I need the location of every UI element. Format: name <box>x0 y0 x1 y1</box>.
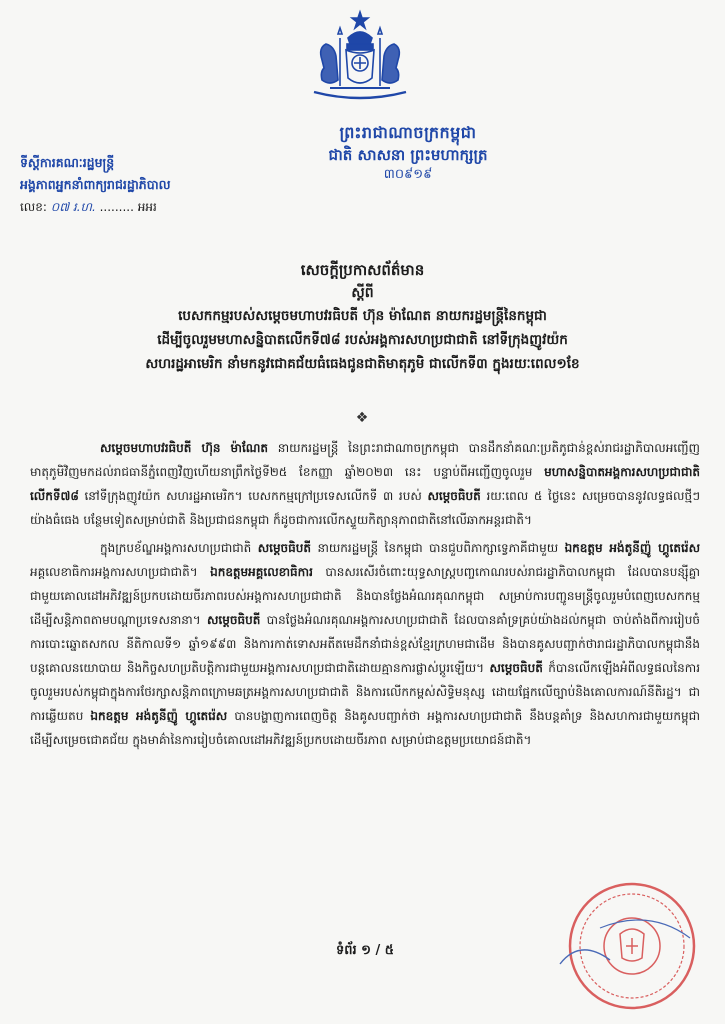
bold-text: សម្តេចមហាបវរធិបតី ហ៊ុន ម៉ាណែត <box>100 441 269 455</box>
kingdom-name: ព្រះរាជាណាចក្រកម្ពុជា <box>339 123 477 142</box>
office-header <box>20 152 260 218</box>
text-run: បានបង្ហាញការពេញចិត្ត និងគូសបញ្ជាក់ថា អង្គការសហប្រជាជាតិ នឹងបន្តគាំទ្រ និងសហការជាមួយកម្ពុជា ដើម្បីសម្រេចជោគជ័យ ក្នុងមាគ៌ានៃការរៀបចំគោលដៅអភិវឌ្ឍន៍ប្រកបដោយចីរភាព សម្រាប់ជាឧត្តមប្រយោជន៍ជាតិ។ <box>30 709 700 747</box>
text-run: នៅទីក្រុងញូវយ៉ក សហរដ្ឋអាមេរិក។ បេសកកម្មក្រៅប្រទេសលើកទី ៣ របស់ <box>78 489 428 503</box>
text-run: បានថ្លែងអំណរគុណអង្គការសហប្រជាជាតិ ដែលបានគាំទ្រគ្រប់យ៉ាងដល់កម្ពុជា ចាប់តាំងពីការរៀបចំការបោះឆ្នោតសកល នីតិកាលទី១ ឆ្នាំ១៩៩៣ និងការកាត់ទោសអតីតមេដឹកនាំជាន់ខ្ពស់ខ្មែរក្រហមជាដើម និងបានគូសបញ្ជាក់ថារាជរដ្ឋាភិបាលកម្ពុជានឹងបន្តគោលនយោបាយ និងកិច្ចសហប្រតិបត្តិការជាមួយអង្គការសហប្រជាជាតិដោយគ្មានការផ្លាស់ប្តូរឡើយ។ <box>30 613 700 675</box>
text-run: នាយករដ្ឋមន្ត្រី នៃកម្ពុជា បានជួបពិភាក្សាទ្វេភាគីជាមួយ <box>311 541 565 555</box>
body-content <box>30 436 700 756</box>
text-run: ក្នុងក្របខ័ណ្ឌអង្គការសហប្រជាជាតិ <box>100 541 258 555</box>
national-motto: ជាតិ សាសនា ព្រះមហាក្សត្រ <box>328 146 488 164</box>
text-run: រយៈពេល ៥ ថ្ងៃនេះ សម្រេចបាននូវលទ្ធផលថ្មីៗយ៉ាងធំធេង បន្ថែមទៀតសម្រាប់ជាតិ និងប្រជាជនកម្ពុជា ក៏ដូចជាការលើកស្ទួយកិត្យានុភាពជាតិនៅលើឆាកអន្តរជាតិ។ <box>30 489 700 527</box>
bold-text: ឯកឧត្តមអគ្គលេខាធិការ <box>210 565 313 579</box>
subject-label: ស្តីពី <box>351 285 374 301</box>
text-run: នាយករដ្ឋមន្ត្រី នៃព្រះរាជាណាចក្រកម្ពុជា បានដឹកនាំគណៈប្រតិភូជាន់ខ្ពស់រាជរដ្ឋាភិបាលអញ្ជើញមាតុភូមិវិញមកដល់រាជធានីភ្នំពេញវិញហើយនាព្រឹកថ្ងៃទី២៥ ខែកញ្ញា ឆ្នាំ២០២៣ នេះ បន្ទាប់ពីអញ្ជើញចូលរួម <box>30 441 700 479</box>
bold-text: សម្តេចធិបតី <box>489 661 543 675</box>
bold-text: ឯកឧត្តម អង់តូនីញ៉ូ ហ្គូតេរ៉េស <box>90 709 228 723</box>
title-line-3: សហរដ្ឋអាមេរិក នាំមកនូវជោគជ័យធំធេងជូនជាតិមាតុភូមិ ជាលើកទី៣ ក្នុងរយៈពេល១ខែ <box>145 356 580 372</box>
title-line-2: ដើម្បីចូលរួមមហាសន្និបាតលើកទី៧៨ របស់អង្គការសហប្រជាជាតិ នៅទីក្រុងញូវយ៉ក <box>157 332 568 348</box>
divider-ornament-icon: ❖ <box>355 410 369 426</box>
reference-value: ០៧ រ.ហ. <box>50 200 96 214</box>
reference-label: លេខ: <box>20 200 47 214</box>
paragraph-1 <box>30 436 700 532</box>
document-type: សេចក្តីប្រកាសព័ត៌មាន <box>300 261 425 279</box>
bold-text: មហាសន្និបាតអង្គការសហប្រជាជាតិលើកទី៧៨ <box>30 465 700 503</box>
office-unit: អង្គភាពអ្នកនាំពាក្យរាជរដ្ឋាភិបាល <box>20 177 171 192</box>
text-run: បានសរសើរចំពោះយុទ្ធសាស្រ្តបញ្ចកោណរបស់រាជរដ្ឋាភិបាលកម្ពុជា ដែលបានបន្សុីគ្នាជាមួយគោលដៅអភិវឌ្ឍន៍ប្រកបដោយចីរភាពរបស់អង្គការសហប្រជាជាតិ និងបានថ្លែងអំណរគុណកម្ពុជា សម្រាប់ការបញ្ជូនមន្ត្រីចូលរួមបំពេញបេសកកម្មដើម្បីសន្តិភាពតាមបណ្តាប្រទេសនានា។ <box>30 565 701 627</box>
official-seal-stamp <box>540 868 700 1018</box>
bold-text: ឯកឧត្តម អង់តូនីញ៉ូ ហ្គូតេរ៉េស <box>564 541 700 555</box>
text-run: ក៏បានលើកឡើងអំពីលទ្ធផលនៃការចូលរួមរបស់កម្ពុជាក្នុងការថែរក្សាសន្តិភាពក្រោមឆត្រអង្គការសហប្រជាជាតិ និងការលើកកម្ពស់សិទ្ធិមនុស្ស ដោយផ្អែកលើច្បាប់និងគោលការណ៍នីតិរដ្ឋ។ ជាការឆ្លើយតប <box>30 661 701 723</box>
reference-number <box>20 196 260 218</box>
text-run: អគ្គលេខាធិការអង្គការសហប្រជាជាតិ។ <box>30 565 211 579</box>
office-name: ទីស្តីការគណៈរដ្ឋមន្ត្រី <box>20 155 115 170</box>
reference-suffix: ......... អអរ <box>99 200 157 214</box>
bold-text: សម្តេចធិបតី <box>257 541 312 555</box>
kingdom-header <box>258 122 558 184</box>
page-number: ទំព័រ ១ / ៥ <box>336 943 394 958</box>
bold-text: សម្តេចធិបតី <box>206 613 261 627</box>
bold-text: សម្តេចធិបតី <box>427 489 481 503</box>
paragraph-2 <box>30 536 700 752</box>
royal-coat-of-arms-emblem <box>300 8 420 108</box>
press-release-title <box>20 258 705 376</box>
header-ornament: ៣០៩១៩ <box>383 167 433 182</box>
title-line-1: បេសកកម្មរបស់សម្តេចមហាបវរធិបតី ហ៊ុន ម៉ាណែត នាយករដ្ឋមន្ត្រីនៃកម្ពុជា <box>178 308 547 324</box>
